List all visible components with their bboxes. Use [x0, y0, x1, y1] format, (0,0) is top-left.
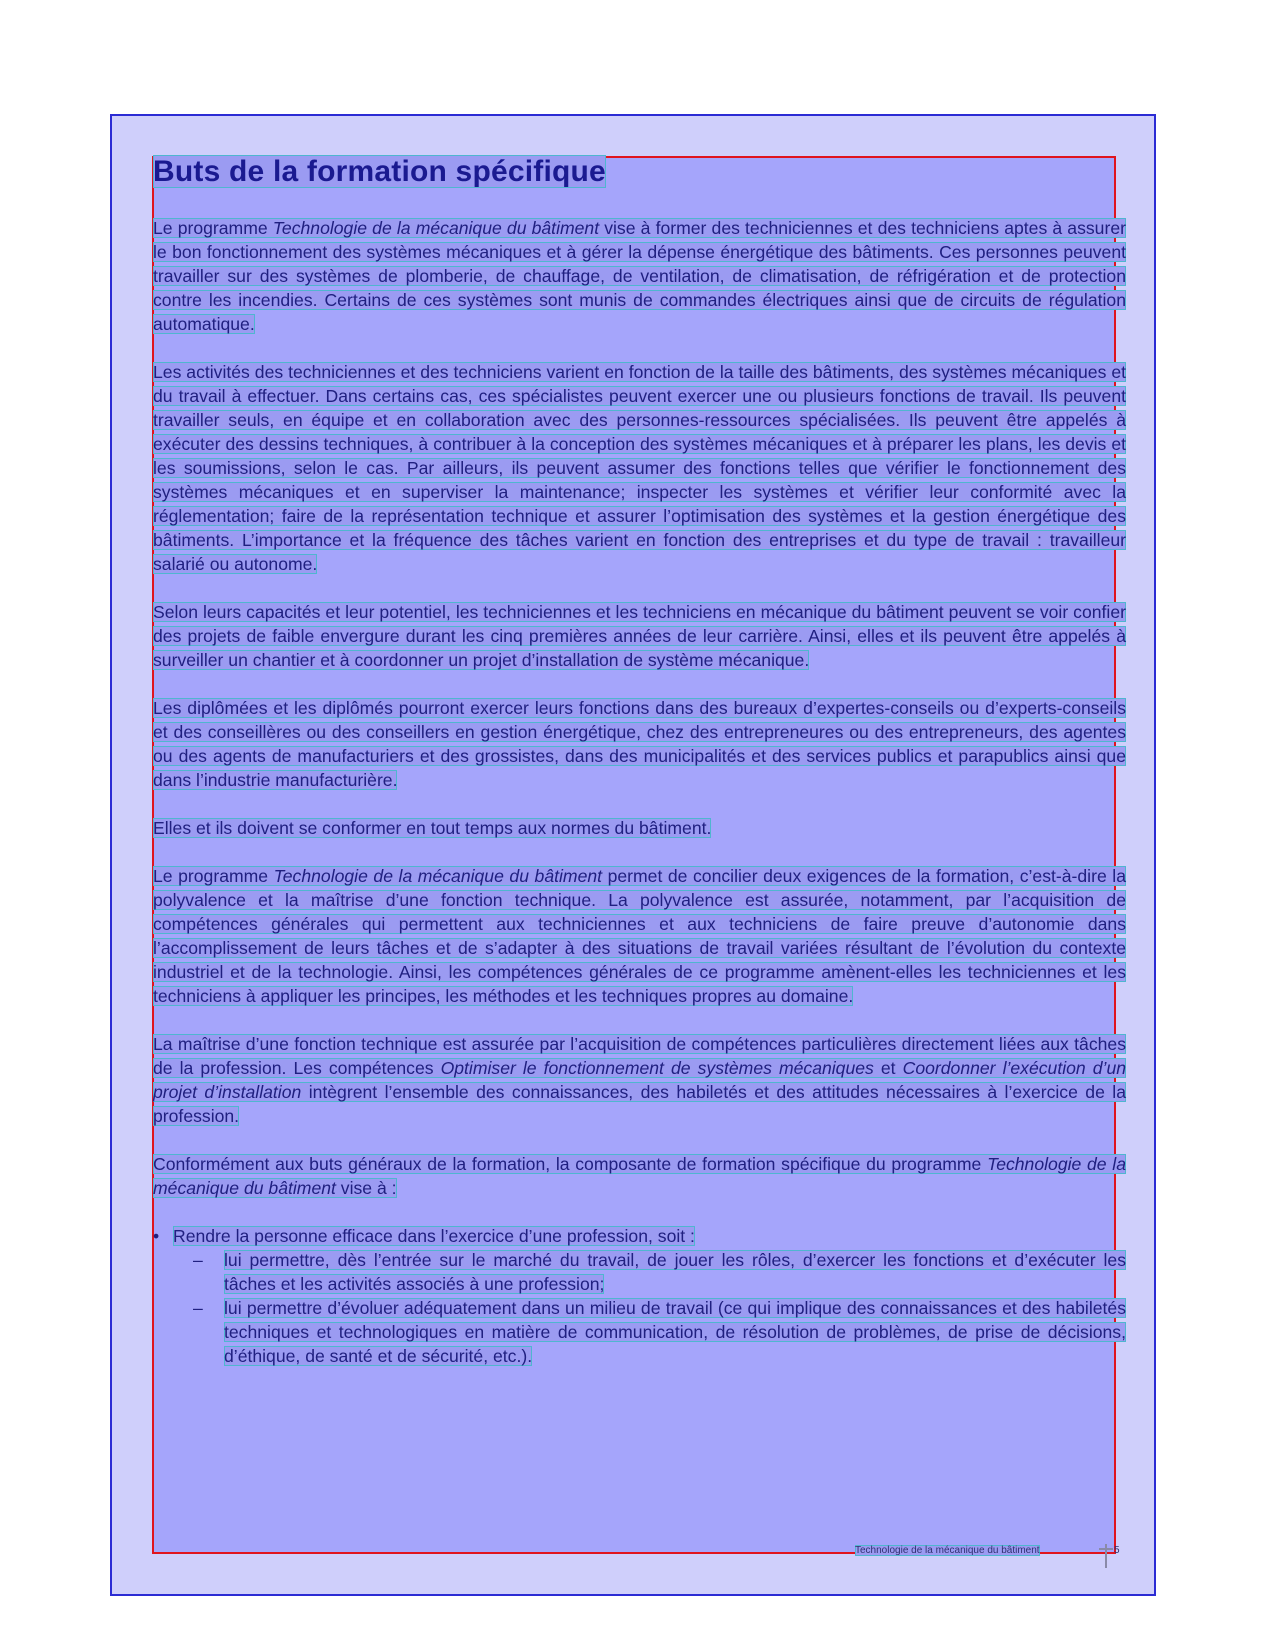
page-number — [1102, 1544, 1120, 1568]
paragraph-1: Le programme Technologie de la mécanique du bâtiment vise à former des techniciennes et des techniciens aptes à assurer le bon fonctionnement des systèmes mécaniques et à gérer la dépense énergétique des bâtiments. Ces personnes peuvent travailler sur des systèmes de plomberie, de chauffage, de ventilation, de climatisation, de réfrigération et de protection contre les incendies. Certains de ces systèmes sont munis de commandes électriques ainsi que de circuits de régulation automatique. — [153, 218, 1126, 334]
page-footer: Technologie de la mécanique du bâtiment — [855, 1545, 1040, 1556]
paragraph-4: Les diplômées et les diplômés pourront exercer leurs fonctions dans des bureaux d’expertes-conseils ou d’experts-conseils et des conseillères ou des conseillers en gestion énergétique, chez des entrepreneures ou des entrepreneurs, des agentes ou des agents de manufacturiers et des grossistes, dans des municipalités et des services publics et parapublics ainsi que dans l’industrie manufacturière. — [153, 698, 1126, 790]
paragraph-7: La maîtrise d’une fonction technique est assurée par l’acquisition de compétences particulières directement liées aux tâches de la profession. Les compétences Optimiser le fonctionnement de systèmes mécaniques et Coordonner l’exécution d’un projet d’installation intègrent l’ensemble des connaissances, des habiletés et des attitudes nécessaires à l’exercice de la profession. — [153, 1034, 1127, 1126]
paragraph-8: Conformément aux buts généraux de la formation, la composante de formation spécifique du programme Technologie de la mécanique du bâtiment vise à : — [153, 1154, 1126, 1198]
page-marker-bar — [1099, 1548, 1113, 1550]
paragraph-3: Selon leurs capacités et leur potentiel, les techniciennes et les techniciens en mécanique du bâtiment peuvent se voir confier des projets de faible envergure durant les cinq premières années de leur carrière. Ainsi, elles et ils peuvent être appelés à surveiller un chantier et à coordonner un projet d’installation de système mécanique. — [153, 602, 1126, 670]
paragraph-5: Elles et ils doivent se conformer en tout temps aux normes du bâtiment. — [153, 818, 712, 838]
list-item: – lui permettre d’évoluer adéquatement dans un milieu de travail (ce qui implique des connaissances et des habiletés techniques et technologiques en matière de communication, de résolution de problèmes, de prise de décisions, d’éthique, de santé et de sécurité, etc.). — [173, 1296, 1126, 1368]
document-body — [153, 152, 1126, 1368]
goals-list — [153, 1224, 1126, 1368]
list-item: – lui permettre, dès l’entrée sur le marché du travail, de jouer les rôles, d’exercer les fonctions et d’exécuter les tâches et les activités associés à une profession; — [173, 1248, 1126, 1296]
page-number-label: 5 — [1114, 1545, 1120, 1556]
list-item: • Rendre la personne efficace dans l’exercice d’une profession, soit : – lui permettre, dès l’entrée sur le marché du travail, de jouer les rôles, d’exercer les fonctions et d’exécuter les tâches et les activités associés à une profession; – lui permettre d’évoluer adéquatement dans un milieu de travail (ce qui implique des connaissances et des habiletés techniques et technologiques en matière de communication, de résolution de problèmes, de prise de décisions, d’éthique, de santé et de sécurité, etc.). — [153, 1224, 1126, 1368]
paragraph-2: Les activités des techniciennes et des techniciens varient en fonction de la taille des bâtiments, des systèmes mécaniques et du travail à effectuer. Dans certains cas, ces spécialistes peuvent exercer une ou plusieurs fonctions de travail. Ils peuvent travailler seuls, en équipe et en collaboration avec des personnes-ressources spécialisées. Ils peuvent être appelés à exécuter des dessins techniques, à contribuer à la conception des systèmes mécaniques et à préparer les plans, les devis et les soumissions, selon le cas. Par ailleurs, ils peuvent assumer des fonctions telles que vérifier le fonctionnement des systèmes mécaniques et en superviser la maintenance; inspecter les systèmes et vérifier leur conformité avec la réglementation; faire de la représentation technique et assurer l’optimisation des systèmes et la gestion énergétique des bâtiments. L’importance et la fréquence des tâches varient en fonction des entreprises et du type de travail : travailleur salarié ou autonome. — [153, 362, 1126, 574]
sub-goals-list — [173, 1248, 1126, 1368]
paragraph-6: Le programme Technologie de la mécanique du bâtiment permet de concilier deux exigences de la formation, c’est-à-dire la polyvalence et la maîtrise d’une fonction technique. La polyvalence est assurée, notamment, par l’acquisition de compétences générales qui permettent aux techniciennes et aux techniciens de faire preuve d’autonomie dans l’accomplissement de leurs tâches et de s’adapter à des situations de travail variées résultant de l’évolution du contexte industriel et de la technologie. Ainsi, les compétences générales de ce programme amènent-elles les techniciennes et les techniciens à appliquer les principes, les méthodes et les techniques propres au domaine. — [153, 866, 1126, 1006]
page-title: Buts de la formation spécifique — [153, 155, 606, 188]
